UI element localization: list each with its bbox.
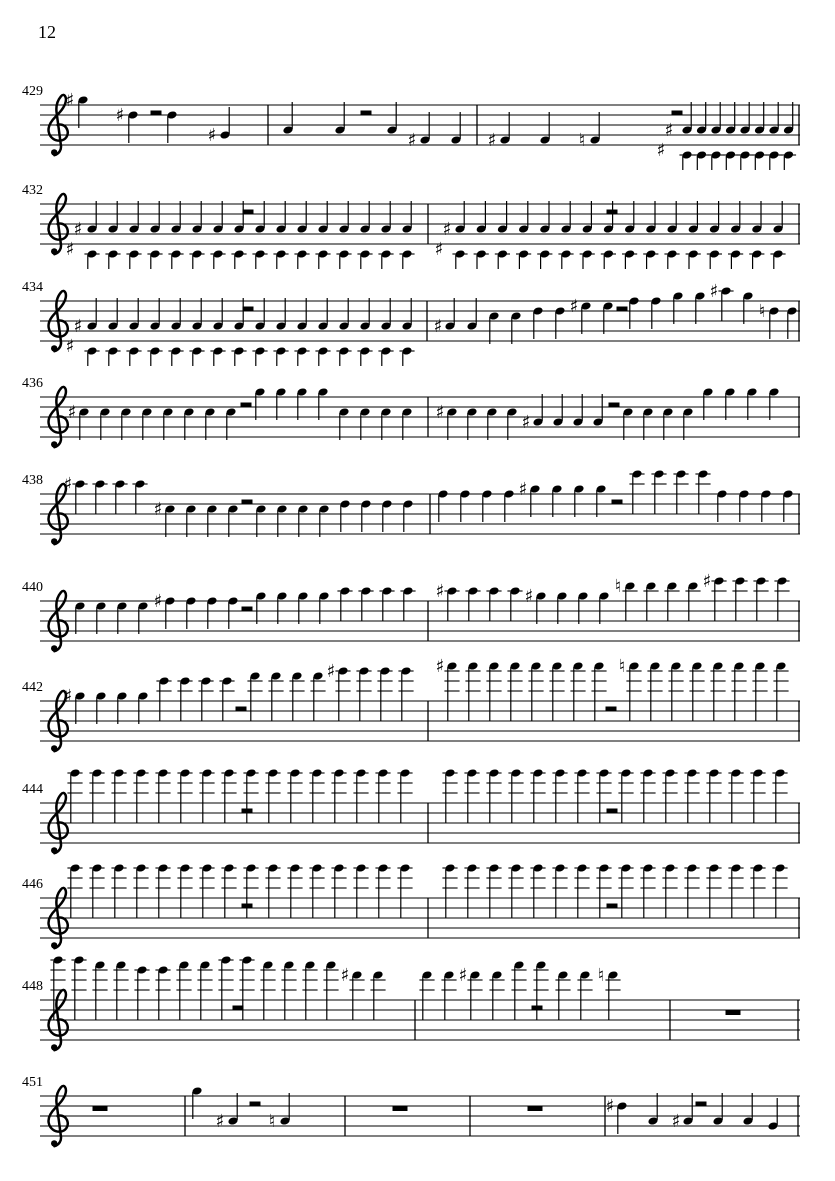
natural-icon: ♮ xyxy=(578,130,586,151)
natural-icon: ♮ xyxy=(614,576,622,597)
half-rest xyxy=(607,809,618,814)
sharp-icon: ♯ xyxy=(458,965,468,986)
clef-dot xyxy=(51,345,57,351)
sharp-icon: ♯ xyxy=(207,125,217,146)
half-rest xyxy=(617,307,628,312)
sharp-icon: ♯ xyxy=(709,281,719,302)
natural-icon: ♮ xyxy=(597,965,605,986)
half-rest xyxy=(242,500,253,505)
measure-number: 442 xyxy=(22,680,43,695)
sharp-icon: ♯ xyxy=(487,130,497,151)
sharp-icon: ♯ xyxy=(153,499,163,520)
measure-number: 432 xyxy=(22,183,43,198)
whole-rest xyxy=(726,1010,741,1015)
clef-dot xyxy=(51,745,57,751)
system xyxy=(22,768,800,853)
system xyxy=(22,469,800,544)
half-rest xyxy=(242,809,253,814)
sharp-icon: ♯ xyxy=(63,686,73,707)
system xyxy=(22,280,800,366)
half-rest xyxy=(696,1102,707,1107)
natural-icon: ♮ xyxy=(618,656,626,677)
sharp-icon: ♯ xyxy=(434,239,444,260)
sharp-icon: ♯ xyxy=(518,479,528,500)
half-rest xyxy=(243,210,254,215)
clef-dot xyxy=(51,248,57,254)
measure-number: 451 xyxy=(22,1075,43,1090)
measure-number: 444 xyxy=(22,782,43,797)
sharp-icon: ♯ xyxy=(702,571,712,592)
sharp-icon: ♯ xyxy=(605,1096,615,1117)
clef-dot xyxy=(51,1140,57,1146)
sharp-icon: ♯ xyxy=(524,586,534,607)
sharp-icon: ♯ xyxy=(65,336,75,357)
sharp-icon: ♯ xyxy=(407,130,417,151)
page-number: 12 xyxy=(38,22,56,42)
sharp-icon: ♯ xyxy=(671,1111,681,1132)
sharp-icon: ♯ xyxy=(664,120,674,141)
sharp-icon: ♯ xyxy=(433,316,443,337)
half-rest xyxy=(607,904,618,909)
measure-number: 446 xyxy=(22,877,43,892)
system xyxy=(22,863,800,948)
half-rest xyxy=(242,607,253,612)
sharp-icon: ♯ xyxy=(67,402,77,423)
clef-dot xyxy=(51,847,57,853)
clef-dot xyxy=(51,645,57,651)
clef-dot xyxy=(51,538,57,544)
system xyxy=(22,1075,800,1147)
system xyxy=(22,84,800,170)
half-rest xyxy=(361,111,372,116)
system xyxy=(22,955,800,1050)
sharp-icon: ♯ xyxy=(340,965,350,986)
measure-number: 448 xyxy=(22,979,43,994)
half-rest xyxy=(612,500,623,505)
half-rest xyxy=(532,1006,543,1011)
clef-dot xyxy=(51,149,57,155)
sharp-icon: ♯ xyxy=(521,412,531,433)
half-rest xyxy=(607,210,618,215)
sharp-icon: ♯ xyxy=(435,656,445,677)
measure-number: 436 xyxy=(22,376,43,391)
natural-icon: ♮ xyxy=(268,1111,276,1132)
sharp-icon: ♯ xyxy=(326,661,336,682)
half-rest xyxy=(609,403,620,408)
sharp-icon: ♯ xyxy=(65,90,75,111)
sharp-icon: ♯ xyxy=(63,474,73,495)
clef-dot xyxy=(51,942,57,948)
half-rest xyxy=(236,707,247,712)
half-rest xyxy=(243,307,254,312)
half-rest xyxy=(672,111,683,116)
half-rest xyxy=(250,1102,261,1107)
measure-number: 438 xyxy=(22,473,43,488)
sharp-icon: ♯ xyxy=(435,402,445,423)
sharp-icon: ♯ xyxy=(65,239,75,260)
half-rest xyxy=(606,707,617,712)
whole-rest xyxy=(528,1106,543,1111)
sharp-icon: ♯ xyxy=(656,140,666,161)
sharp-icon: ♯ xyxy=(115,105,125,126)
whole-rest xyxy=(93,1106,108,1111)
natural-icon: ♮ xyxy=(758,301,766,322)
system xyxy=(22,571,800,652)
sharp-icon: ♯ xyxy=(73,316,83,337)
half-rest xyxy=(151,111,162,116)
sharp-icon: ♯ xyxy=(73,219,83,240)
system xyxy=(22,376,800,448)
clef-dot xyxy=(51,441,57,447)
system xyxy=(22,183,800,269)
system xyxy=(22,656,800,752)
sharp-icon: ♯ xyxy=(569,296,579,317)
measure-number: 434 xyxy=(22,280,43,295)
clef-dot xyxy=(51,1044,57,1050)
whole-rest xyxy=(393,1106,408,1111)
sharp-icon: ♯ xyxy=(442,219,452,240)
sharp-icon: ♯ xyxy=(153,591,163,612)
sharp-icon: ♯ xyxy=(435,581,445,602)
half-rest xyxy=(241,403,252,408)
measure-number: 429 xyxy=(22,84,43,99)
measure-number: 440 xyxy=(22,580,43,595)
sharp-icon: ♯ xyxy=(215,1111,225,1132)
half-rest xyxy=(242,904,253,909)
half-rest xyxy=(233,1006,244,1011)
